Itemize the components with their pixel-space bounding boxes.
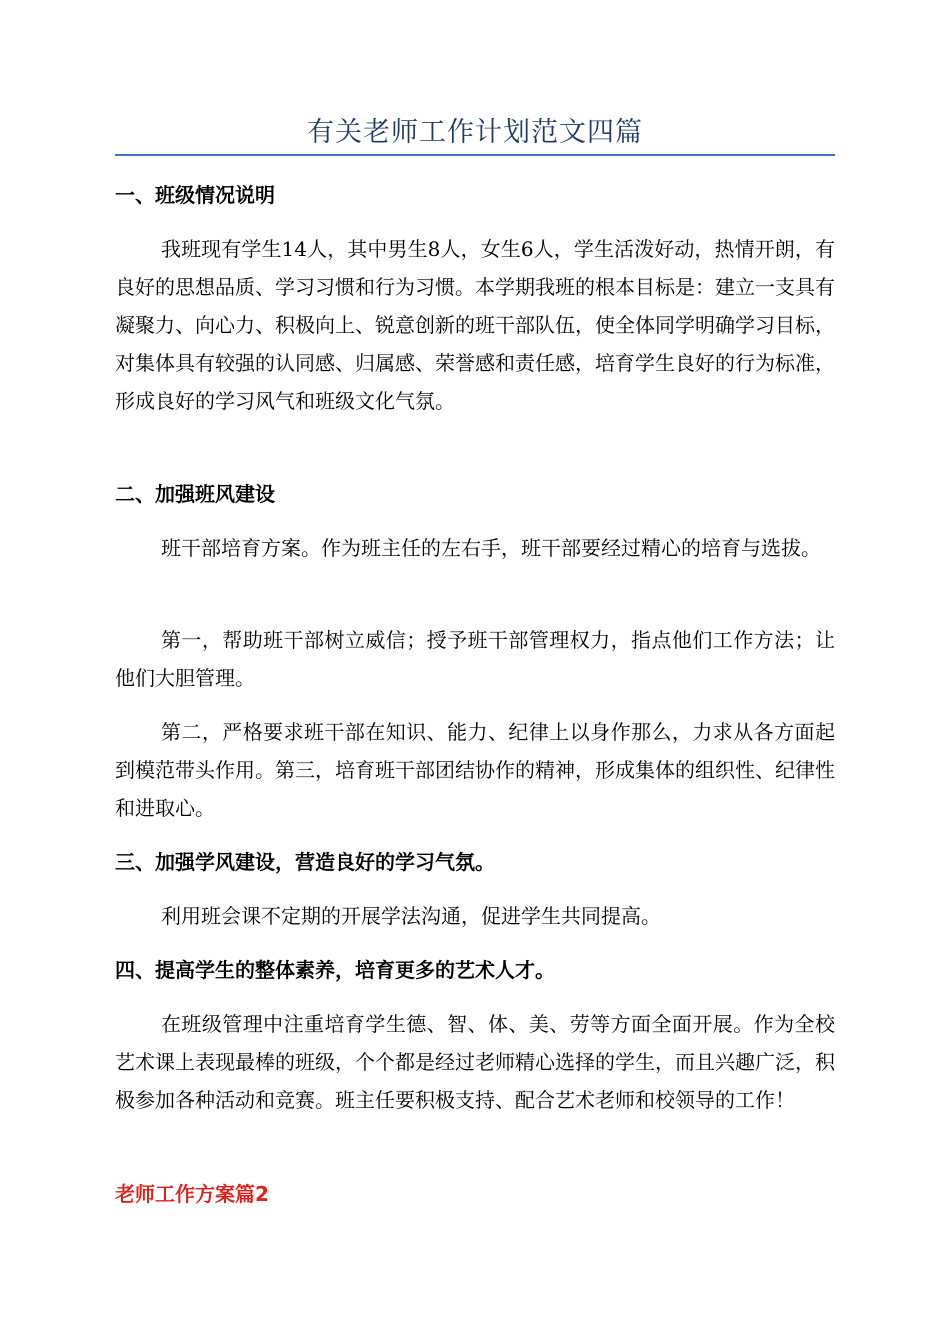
section-heading-1: 一、班级情况说明 [115, 183, 275, 207]
section-heading-3: 三、加强学风建设，营造良好的学习气氛。 [115, 850, 495, 874]
section-1-paragraph-1: 我班现有学生14人，其中男生8人，女生6人，学生活泼好动，热情开朗，有良好的思想品质、学习习惯和行为习惯。本学期我班的根本目标是：建立一支具有凝聚力、向心力、积极向上、锐意创新的班干部队伍，使全体同学明确学习目标，对集体具有较强的认同感、归属感、荣誉感和责任感，培育学生良好的行为标准，形成良好的学习风气和班级文化气氛。 [115, 237, 835, 413]
title-underline [115, 154, 835, 156]
section-2-paragraph-2: 第一，帮助班干部树立威信；授予班干部管理权力，指点他们工作方法；让他们大胆管理。 [115, 628, 835, 690]
section-2-paragraph-3: 第二，严格要求班干部在知识、能力、纪律上以身作那么，力求从各方面起到模范带头作用。第三，培育班干部团结协作的精神，形成集体的组织性、纪律性和进取心。 [115, 720, 835, 820]
document-title: 有关老师工作计划范文四篇 [307, 117, 643, 148]
section-2-paragraph-1: 班干部培育方案。作为班主任的左右手，班干部要经过精心的培育与选拔。 [161, 536, 821, 560]
section-heading-2: 二、加强班风建设 [115, 482, 275, 506]
section-heading-4: 四、提高学生的整体素养，培育更多的艺术人才。 [115, 958, 555, 982]
next-article-heading: 老师工作方案篇2 [115, 1182, 269, 1206]
section-3-paragraph-1: 利用班会课不定期的开展学法沟通，促进学生共同提高。 [161, 904, 661, 928]
section-4-paragraph-1: 在班级管理中注重培育学生德、智、体、美、劳等方面全面开展。作为全校艺术课上表现最棒的班级，个个都是经过老师精心选择的学生，而且兴趣广泛，积极参加各种活动和竞赛。班主任要积极支持、配合艺术老师和校领导的工作！ [115, 1012, 835, 1112]
